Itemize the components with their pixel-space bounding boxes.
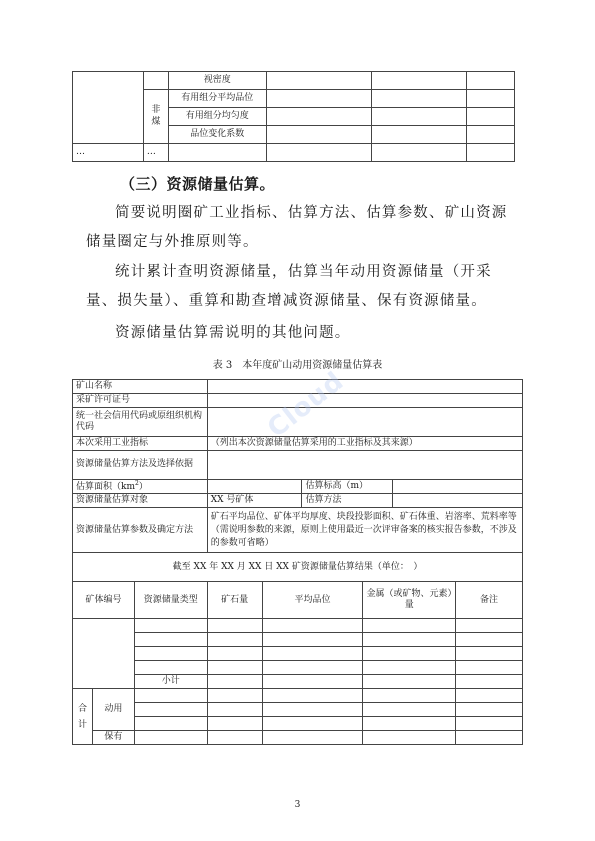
table-row	[73, 689, 523, 703]
subtotal-label: 小计	[134, 675, 207, 689]
used-label: 动用	[92, 689, 134, 731]
table-row	[73, 633, 523, 647]
area-label: 估算面积$(km^2)$	[73, 480, 208, 494]
table-row	[73, 380, 523, 394]
method-short-label: 估算方法	[302, 494, 393, 508]
ellipsis: …	[73, 144, 144, 162]
retained-label: 保有	[92, 731, 134, 745]
section-title: （三）资源储量估算。	[120, 175, 276, 193]
table-row	[73, 72, 515, 90]
object-label: 资源储量估算对象	[73, 494, 208, 508]
params-label: 资源储量估算参数及确定方法	[73, 508, 208, 553]
paragraph-method: 简要说明圈矿工业指标、估算方法、估算参数、矿山资源储量圈定与外推原则等。	[86, 205, 508, 250]
table-row	[73, 647, 523, 661]
license-label: 采矿许可证号	[73, 394, 208, 408]
header-type: 资源储量类型	[134, 582, 207, 619]
nonmetal-label: 非煤	[143, 90, 168, 144]
row-label: 视密度	[168, 72, 266, 90]
table-row	[73, 437, 523, 451]
table-row	[73, 394, 523, 408]
result-title: 截至 XX 年 XX 月 XX 日 XX 矿资源储量估算结果（单位： ）	[73, 553, 523, 582]
paragraph-statistics: 统计累计查明资源储量，估算当年动用资源储量（开采量、损失量）、重算和勘查增减资源储量、保有资源储量。	[86, 264, 492, 309]
elevation-label: 估算标高（m）	[302, 480, 393, 494]
watermark-logo: Cloud	[262, 366, 350, 444]
table-row	[73, 717, 523, 731]
method-basis-label: 资源储量估算方法及选择依据	[73, 451, 208, 480]
table-row	[73, 480, 523, 494]
mine-name-label: 矿山名称	[73, 380, 208, 394]
header-ore: 矿石量	[207, 582, 262, 619]
total-label: 合计	[73, 689, 93, 745]
table-header-row	[73, 582, 523, 619]
table-row	[73, 144, 515, 162]
table-row	[73, 675, 523, 689]
table-row	[73, 619, 523, 633]
header-orebody: 矿体编号	[73, 582, 135, 619]
table-row	[73, 508, 523, 553]
table-row	[73, 703, 523, 717]
header-metal: 金属（或矿物、元素）量	[363, 582, 456, 619]
params-note: 矿石平均品位、矿体平均厚度、块段投影面积、矿石体重、岩溶率、荒料率等（需说明参数的来源，原则上使用最近一次评审备案的核实报告参数，不涉及的参数可省略）	[207, 508, 522, 553]
table-row	[73, 661, 523, 675]
object-value: XX 号矿体	[207, 494, 302, 508]
header-grade: 平均品位	[262, 582, 363, 619]
table-row	[73, 731, 523, 745]
table-row	[73, 408, 523, 437]
paragraph-other: 资源储量估算需说明的其他问题。	[115, 325, 351, 341]
credit-code-label: 统一社会信用代码或原组织机构代码	[73, 408, 208, 437]
row-label: 有用组分均匀度	[168, 108, 266, 126]
reserve-estimate-table	[72, 379, 523, 745]
table-row	[73, 451, 523, 480]
ellipsis: …	[143, 144, 168, 162]
header-note: 备注	[456, 582, 523, 619]
table-caption: 表 3 本年度矿山动用资源储量估算表	[212, 360, 383, 371]
table-row	[73, 494, 523, 508]
table-row	[73, 553, 523, 582]
mine-name-value	[207, 380, 522, 394]
page-number: 3	[294, 800, 301, 810]
continuation-table	[72, 71, 515, 162]
row-label: 有用组分平均品位	[168, 90, 266, 108]
industry-index-label: 本次采用工业指标	[73, 437, 208, 451]
row-label: 品位变化系数	[168, 126, 266, 144]
industry-index-note: （列出本次资源储量估算采用的工业指标及其来源）	[207, 437, 522, 451]
